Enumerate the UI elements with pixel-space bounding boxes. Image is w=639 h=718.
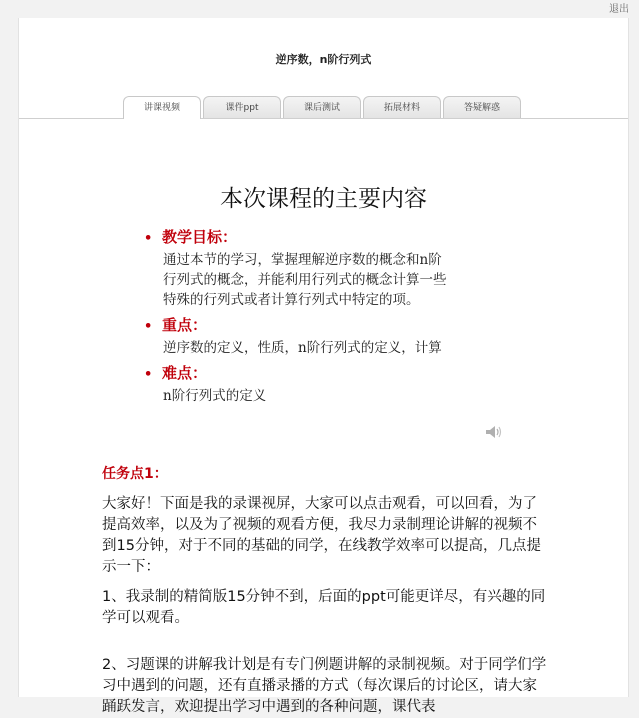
page-title: 逆序数，n阶行列式 <box>275 53 372 66</box>
task-paragraph: 1、我录制的精简版15分钟不到，后面的ppt可能更详尽，有兴趣的同学可以观看。 <box>102 589 546 626</box>
bullet-icon: • <box>144 319 153 334</box>
task-point-title: 任务点1： <box>102 466 168 482</box>
slide-item-body-goal: 通过本节的学习，掌握理解逆序数的概念和n阶 行列式的概念，并能利用行列式的概念计算一些 特殊的行列式或者计算行列式中特定的项。 <box>163 252 447 308</box>
tab-lecture-video[interactable]: 讲课视频 <box>123 96 201 119</box>
slide-title: 本次课程的主要内容 <box>220 186 427 212</box>
course-page <box>18 18 629 715</box>
slide-item-body-difficult: n阶行列式的定义 <box>163 388 267 404</box>
slide-item-heading-goal: • 教学目标： <box>144 226 504 250</box>
bullet-icon: • <box>144 231 153 246</box>
logout-link[interactable]: 退出 <box>609 4 629 15</box>
tab-courseware-ppt[interactable]: 课件ppt <box>203 96 281 118</box>
speaker-icon[interactable] <box>485 425 503 439</box>
bullet-icon: • <box>144 367 153 382</box>
tab-extension-material[interactable]: 拓展材料 <box>363 96 441 118</box>
tab-homework-test[interactable]: 课后测试 <box>283 96 361 118</box>
slide-item-heading-difficult: • 难点： <box>144 362 504 386</box>
tab-qa[interactable]: 答疑解惑 <box>443 96 521 118</box>
task-paragraph: 大家好！下面是我的录课视屏，大家可以点击观看，可以回看，为了提高效率，以及为了视频的观看方便，我尽力录制理论讲解的视频不到15分钟，对于不同的基础的同学，在线教学效率可以提高，几点提示一下： <box>102 496 541 575</box>
slide-item-body-key: 逆序数的定义，性质，n阶行列式的定义，计算 <box>163 340 442 356</box>
slide-item-heading-key: • 重点： <box>144 314 504 338</box>
task-paragraph: 2、习题课的讲解我计划是有专门例题讲解的录制视频。对于同学们学习中遇到的问题，还有直播录播的方式（每次课后的讨论区，请大家踊跃发言，欢迎提出学习中遇到的各种问题，课代表 <box>102 657 547 715</box>
slide-content-list <box>144 226 504 406</box>
tab-divider <box>19 118 628 119</box>
tab-bar <box>123 96 521 119</box>
